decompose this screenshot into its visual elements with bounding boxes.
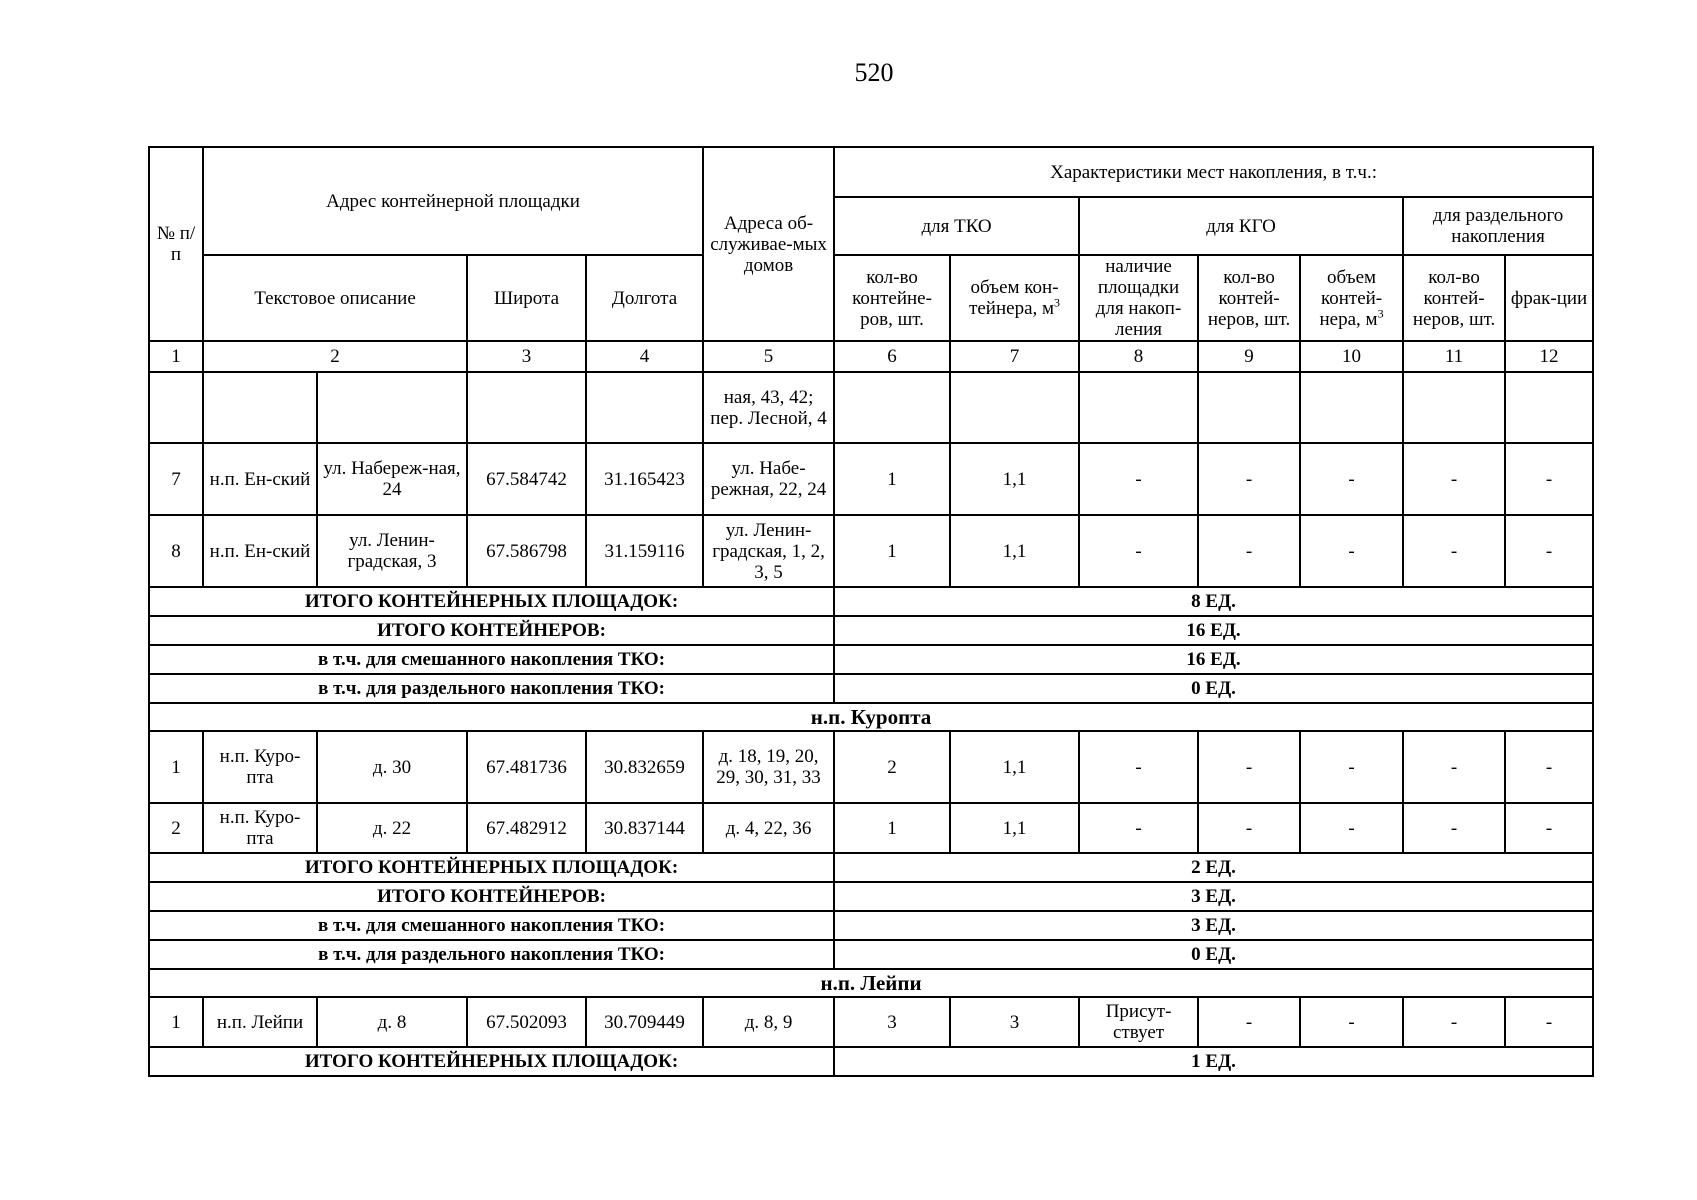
tko-volume: 1,1 bbox=[950, 515, 1079, 587]
total-label: в т.ч. для смешанного накопления ТКО: bbox=[149, 911, 834, 940]
settlement: н.п. Ен-ский bbox=[203, 515, 317, 587]
tko-count: 2 bbox=[834, 731, 950, 803]
total-value: 0 ЕД. bbox=[834, 674, 1593, 703]
col-number: 10 bbox=[1300, 341, 1403, 372]
kgo-count: - bbox=[1198, 443, 1300, 515]
kgo-site: - bbox=[1079, 803, 1198, 853]
tko-count: 3 bbox=[834, 997, 950, 1047]
kgo-volume: - bbox=[1300, 803, 1403, 853]
tko-count: 1 bbox=[834, 803, 950, 853]
col-number: 1 bbox=[149, 341, 203, 372]
total-label: ИТОГО КОНТЕЙНЕРОВ: bbox=[149, 882, 834, 911]
header-sep-count: кол-во контей-неров, шт. bbox=[1403, 255, 1505, 341]
section-title: н.п. Лейпи bbox=[149, 969, 1593, 997]
latitude: 67.481736 bbox=[467, 731, 586, 803]
page-number: 520 bbox=[854, 58, 894, 87]
kgo-count: - bbox=[1198, 997, 1300, 1047]
header-kgo-volume: объем контей-нера, $м^3$ bbox=[1300, 255, 1403, 341]
total-row bbox=[149, 674, 1593, 703]
settlement: н.п. Ен-ский bbox=[203, 443, 317, 515]
total-row bbox=[149, 882, 1593, 911]
header-tko-count: кол-во контейне-ров, шт. bbox=[834, 255, 950, 341]
column-numbers-row bbox=[149, 341, 1593, 372]
sep-count: - bbox=[1403, 731, 1505, 803]
total-row bbox=[149, 616, 1593, 645]
kgo-site: Присут-ствует bbox=[1079, 997, 1198, 1047]
sep-fractions: - bbox=[1505, 997, 1593, 1047]
tko-count: 1 bbox=[834, 443, 950, 515]
header-kgo-site: наличие площадки для накоп-ления bbox=[1079, 255, 1198, 341]
total-value: 16 ЕД. bbox=[834, 616, 1593, 645]
col-number: 5 bbox=[703, 341, 834, 372]
header-num: № п/п bbox=[149, 147, 203, 341]
header-tko: для ТКО bbox=[834, 197, 1079, 255]
sep-count: - bbox=[1403, 443, 1505, 515]
sep-count: - bbox=[1403, 803, 1505, 853]
total-label: в т.ч. для раздельного накопления ТКО: bbox=[149, 674, 834, 703]
text-description: д. 22 bbox=[317, 803, 467, 853]
table-row bbox=[149, 731, 1593, 803]
kgo-site: - bbox=[1079, 515, 1198, 587]
table-row bbox=[149, 372, 1593, 443]
served-addresses: ул. Ленин-градская, 1, 2, 3, 5 bbox=[703, 515, 834, 587]
table-row bbox=[149, 443, 1593, 515]
tko-volume: 1,1 bbox=[950, 731, 1079, 803]
header-row-3 bbox=[149, 255, 1593, 341]
tko-volume: 1,1 bbox=[950, 803, 1079, 853]
col-number: 6 bbox=[834, 341, 950, 372]
tko-count: 1 bbox=[834, 515, 950, 587]
served-addresses: ул. Набе-режная, 22, 24 bbox=[703, 443, 834, 515]
total-label: в т.ч. для смешанного накопления ТКО: bbox=[149, 645, 834, 674]
header-row-1 bbox=[149, 147, 1593, 197]
total-label: ИТОГО КОНТЕЙНЕРНЫХ ПЛОЩАДОК: bbox=[149, 587, 834, 616]
sep-fractions: - bbox=[1505, 731, 1593, 803]
longitude: 30.832659 bbox=[586, 731, 703, 803]
latitude: 67.586798 bbox=[467, 515, 586, 587]
kgo-site: - bbox=[1079, 443, 1198, 515]
row-number: 8 bbox=[149, 515, 203, 587]
col-number: 11 bbox=[1403, 341, 1505, 372]
section-title: н.п. Куропта bbox=[149, 703, 1593, 731]
total-value: 3 ЕД. bbox=[834, 911, 1593, 940]
total-row bbox=[149, 853, 1593, 882]
longitude: 30.709449 bbox=[586, 997, 703, 1047]
section-heading-row bbox=[149, 703, 1593, 731]
total-value: 1 ЕД. bbox=[834, 1047, 1593, 1076]
settlement: н.п. Куро-пта bbox=[203, 731, 317, 803]
header-kgo-count: кол-во контей-неров, шт. bbox=[1198, 255, 1300, 341]
row-number: 2 bbox=[149, 803, 203, 853]
section-heading-row bbox=[149, 969, 1593, 997]
col-number: 2 bbox=[203, 341, 467, 372]
kgo-volume: - bbox=[1300, 997, 1403, 1047]
longitude: 31.165423 bbox=[586, 443, 703, 515]
text-description: д. 8 bbox=[317, 997, 467, 1047]
header-text-desc: Текстовое описание bbox=[203, 255, 467, 341]
col-number: 3 bbox=[467, 341, 586, 372]
kgo-site: - bbox=[1079, 731, 1198, 803]
latitude: 67.502093 bbox=[467, 997, 586, 1047]
total-label: ИТОГО КОНТЕЙНЕРНЫХ ПЛОЩАДОК: bbox=[149, 1047, 834, 1076]
row-number: 1 bbox=[149, 997, 203, 1047]
col-number: 7 bbox=[950, 341, 1079, 372]
col-number: 4 bbox=[586, 341, 703, 372]
total-value: 3 ЕД. bbox=[834, 882, 1593, 911]
total-value: 16 ЕД. bbox=[834, 645, 1593, 674]
kgo-volume: - bbox=[1300, 443, 1403, 515]
total-row bbox=[149, 1047, 1593, 1076]
table-row bbox=[149, 803, 1593, 853]
tko-volume: 1,1 bbox=[950, 443, 1079, 515]
text-description: ул. Набереж-ная, 24 bbox=[317, 443, 467, 515]
header-address: Адрес контейнерной площадки bbox=[203, 147, 703, 255]
row-number: 7 bbox=[149, 443, 203, 515]
container-sites-table bbox=[148, 146, 1594, 1077]
latitude: 67.482912 bbox=[467, 803, 586, 853]
header-lat: Широта bbox=[467, 255, 586, 341]
sep-count: - bbox=[1403, 997, 1505, 1047]
total-label: ИТОГО КОНТЕЙНЕРНЫХ ПЛОЩАДОК: bbox=[149, 853, 834, 882]
col-number: 12 bbox=[1505, 341, 1593, 372]
total-value: 8 ЕД. bbox=[834, 587, 1593, 616]
total-row bbox=[149, 645, 1593, 674]
served-addresses: д. 4, 22, 36 bbox=[703, 803, 834, 853]
kgo-count: - bbox=[1198, 731, 1300, 803]
total-row bbox=[149, 940, 1593, 969]
sep-count: - bbox=[1403, 515, 1505, 587]
kgo-volume: - bbox=[1300, 731, 1403, 803]
sep-fractions: - bbox=[1505, 803, 1593, 853]
kgo-count: - bbox=[1198, 515, 1300, 587]
settlement: н.п. Лейпи bbox=[203, 997, 317, 1047]
total-value: 0 ЕД. bbox=[834, 940, 1593, 969]
total-label: в т.ч. для раздельного накопления ТКО: bbox=[149, 940, 834, 969]
text-description: д. 30 bbox=[317, 731, 467, 803]
header-served: Адреса об-служивае-мых домов bbox=[703, 147, 834, 341]
longitude: 30.837144 bbox=[586, 803, 703, 853]
total-value: 2 ЕД. bbox=[834, 853, 1593, 882]
served-addresses: д. 18, 19, 20, 29, 30, 31, 33 bbox=[703, 731, 834, 803]
header-separate: для раздельного накопления bbox=[1403, 197, 1593, 255]
header-kgo: для КГО bbox=[1079, 197, 1403, 255]
kgo-volume: - bbox=[1300, 515, 1403, 587]
settlement: н.п. Куро-пта bbox=[203, 803, 317, 853]
longitude: 31.159116 bbox=[586, 515, 703, 587]
header-tko-volume: объем кон-тейнера, $м^3$ bbox=[950, 255, 1079, 341]
sep-fractions: - bbox=[1505, 443, 1593, 515]
total-row bbox=[149, 911, 1593, 940]
served-addresses: ная, 43, 42; пер. Лесной, 4 bbox=[703, 372, 834, 443]
table-row bbox=[149, 515, 1593, 587]
latitude: 67.584742 bbox=[467, 443, 586, 515]
total-label: ИТОГО КОНТЕЙНЕРОВ: bbox=[149, 616, 834, 645]
tko-volume: 3 bbox=[950, 997, 1079, 1047]
header-lon: Долгота bbox=[586, 255, 703, 341]
sep-fractions: - bbox=[1505, 515, 1593, 587]
header-sep-fractions: фрак-ции bbox=[1505, 255, 1593, 341]
col-number: 8 bbox=[1079, 341, 1198, 372]
header-characteristics: Характеристики мест накопления, в т.ч.: bbox=[834, 147, 1593, 197]
col-number: 9 bbox=[1198, 341, 1300, 372]
served-addresses: д. 8, 9 bbox=[703, 997, 834, 1047]
text-description: ул. Ленин-градская, 3 bbox=[317, 515, 467, 587]
total-row bbox=[149, 587, 1593, 616]
table-row bbox=[149, 997, 1593, 1047]
row-number: 1 bbox=[149, 731, 203, 803]
kgo-count: - bbox=[1198, 803, 1300, 853]
